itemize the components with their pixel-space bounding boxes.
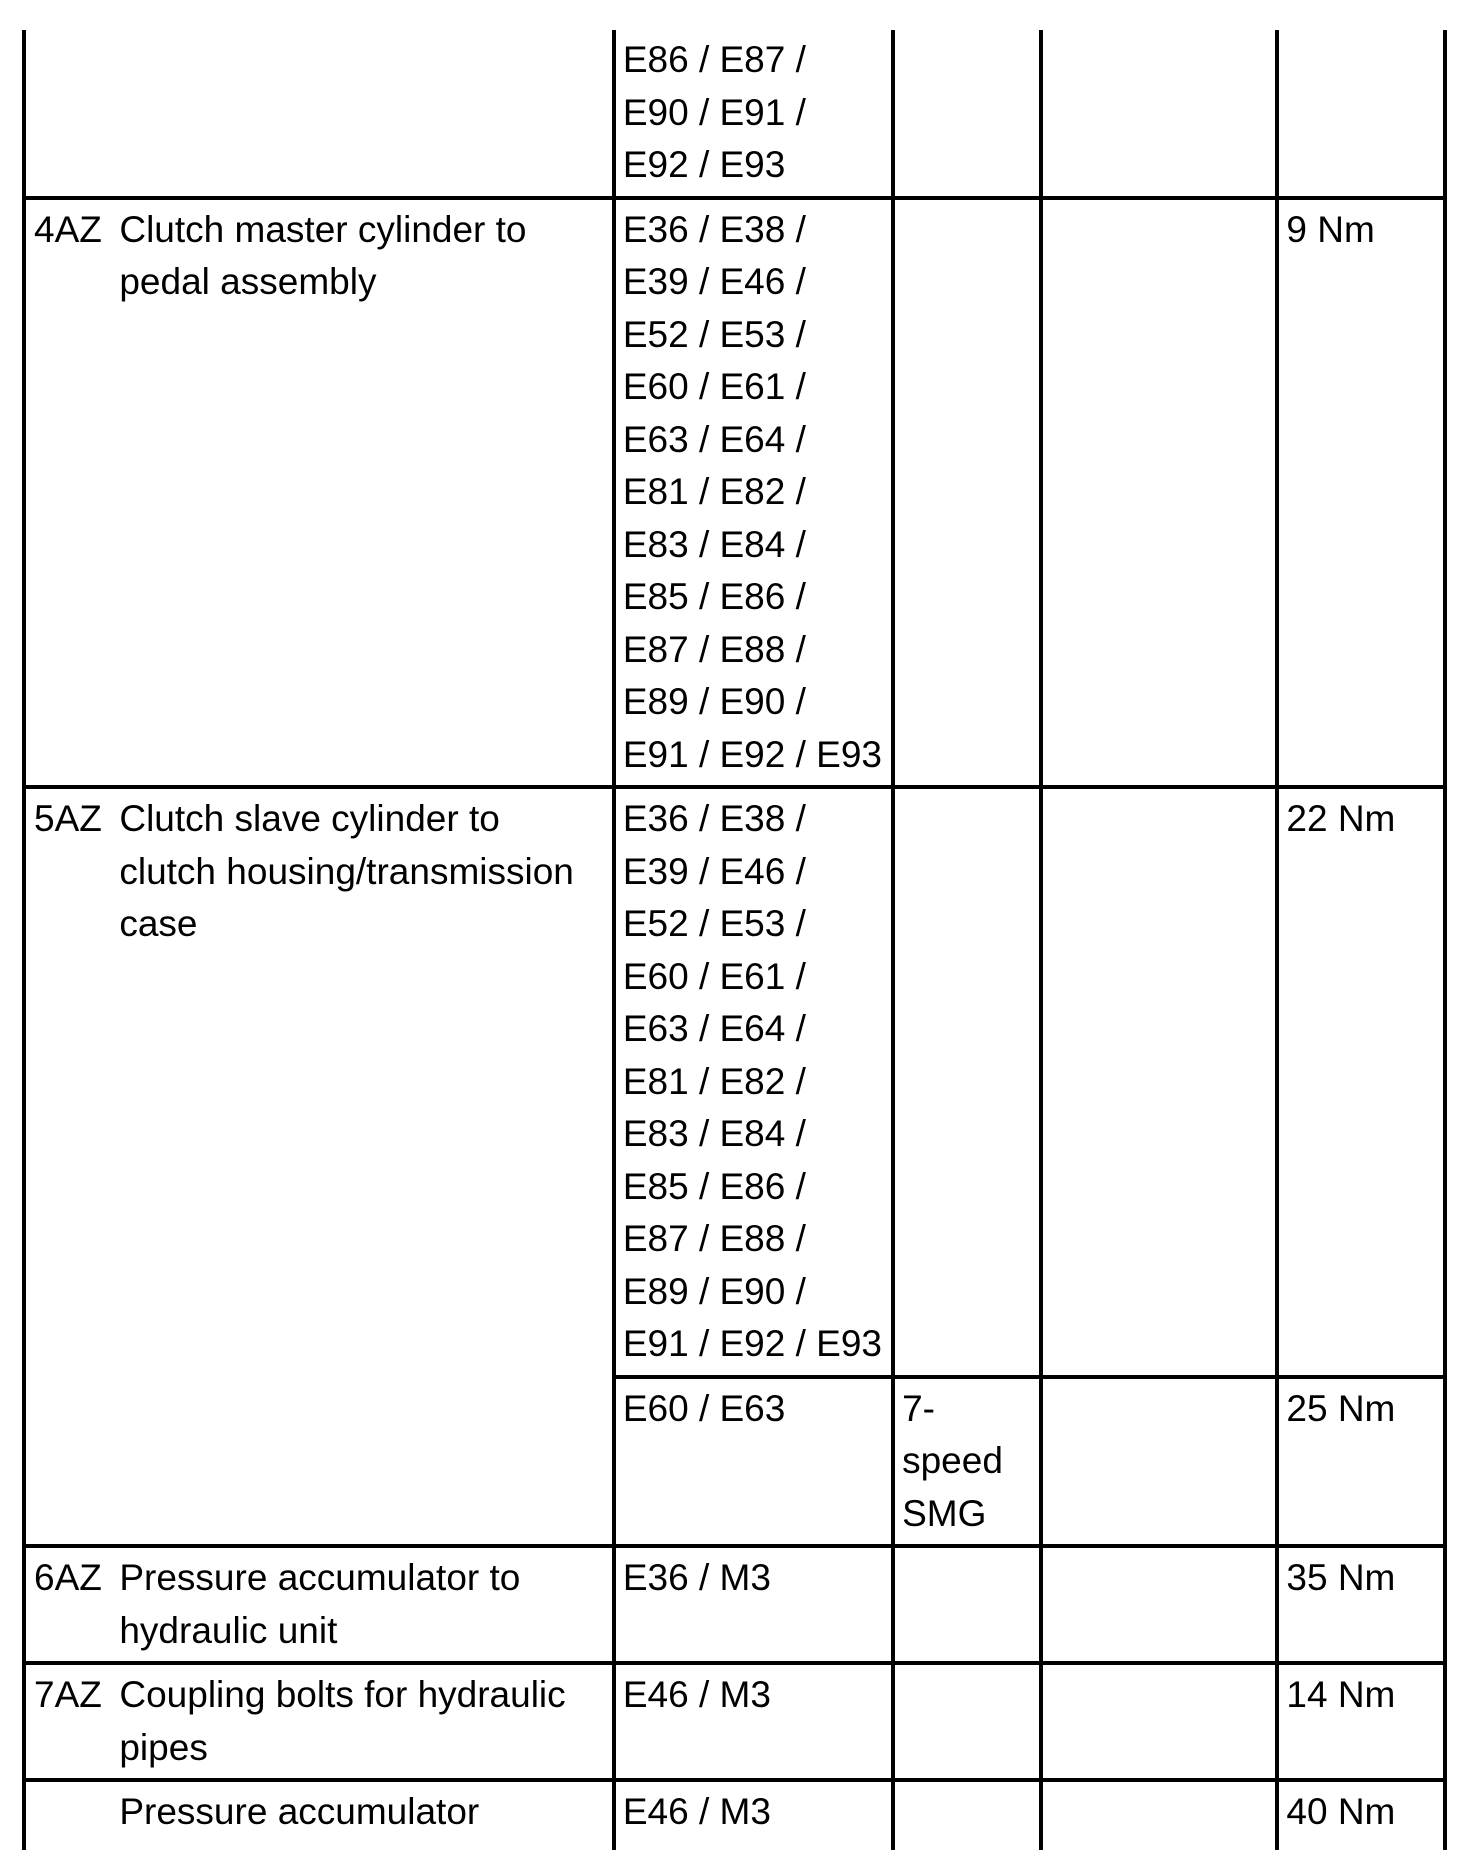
description-cell [113,30,613,198]
torque-cell: 14 Nm [1277,1663,1445,1780]
table-row [24,198,1445,788]
model-line: E81 / E82 / [622,1060,806,1102]
model-line: E83 / E84 / [622,1113,806,1154]
table-row [24,30,1445,198]
transmission-cell [893,198,1040,788]
description-cell: Pressure accumulator to hydraulic unit [113,1546,613,1663]
model-line: E87 / E88 / [622,1218,806,1259]
model-line: E60 / E63 [622,1387,786,1429]
model-line: E46 / M3 [622,1791,771,1832]
table-row [24,1780,1445,1850]
transmission-cell [893,1663,1040,1780]
model-line: E63 / E64 / [622,1008,806,1049]
table-row [24,1663,1445,1780]
model-line: E92 / E93 [622,144,786,185]
models-cell [614,30,893,198]
empty-cell [1041,1377,1278,1547]
torque-spec-table [22,30,1447,1850]
model-line: E46 / M3 [622,1674,771,1715]
torque-cell [1277,30,1445,198]
model-line: E60 / E61 / [622,955,806,997]
model-line: E91 / E92 / E93 [622,1323,883,1364]
transmission-cell [893,1780,1040,1850]
model-line: E63 / E64 / [622,418,806,460]
empty-cell [1041,1546,1278,1663]
table-row [24,787,1445,1377]
transmission-cell: 7- speed SMG [893,1377,1040,1547]
models-cell [614,787,893,1377]
model-line: E83 / E84 / [622,523,806,565]
empty-cell [1041,1780,1278,1850]
description-cell: Clutch master cylinder to pedal assembly [113,198,613,788]
model-line: E36 / M3 [622,1557,771,1598]
model-line: E39 / E46 / [622,261,806,302]
model-line: E91 / E92 / E93 [622,733,883,775]
transmission-cell [893,787,1040,1377]
models-cell [614,1663,893,1780]
models-cell [614,1780,893,1850]
item-code-cell [24,1780,113,1850]
model-line: E39 / E46 / [622,850,806,892]
empty-cell [1041,787,1278,1377]
item-code-cell: 4AZ [24,198,113,788]
models-cell [614,198,893,788]
torque-cell: 35 Nm [1277,1546,1445,1663]
description-cell: Pressure accumulator [113,1780,613,1850]
torque-cell: 40 Nm [1277,1780,1445,1850]
model-line: E87 / E88 / [622,628,806,670]
item-code-cell [24,30,113,198]
empty-cell [1041,30,1278,198]
model-line: E36 / E38 / [622,208,806,250]
model-line: E86 / E87 / [622,39,806,80]
transmission-cell [893,1546,1040,1663]
model-line: E52 / E53 / [622,903,806,944]
item-code-cell: 7AZ [24,1663,113,1780]
torque-cell: 9 Nm [1277,198,1445,788]
model-line: E36 / E38 / [622,798,806,839]
description-cell: Coupling bolts for hydraulic pipes [113,1663,613,1780]
empty-cell [1041,198,1278,788]
model-line: E89 / E90 / [622,681,806,722]
empty-cell [1041,1663,1278,1780]
transmission-cell [893,30,1040,198]
torque-cell: 22 Nm [1277,787,1445,1377]
table-row [24,1546,1445,1663]
models-cell [614,1546,893,1663]
description-cell: Clutch slave cylinder to clutch housing/transmission case [113,787,613,1546]
model-line: E81 / E82 / [622,471,806,512]
model-line: E90 / E91 / [622,91,806,133]
torque-cell: 25 Nm [1277,1377,1445,1547]
item-code-cell: 6AZ [24,1546,113,1663]
model-line: E89 / E90 / [622,1270,806,1312]
model-line: E85 / E86 / [622,1165,806,1207]
model-line: E85 / E86 / [622,576,806,617]
model-line: E60 / E61 / [622,366,806,407]
model-line: E52 / E53 / [622,313,806,355]
item-code-cell: 5AZ [24,787,113,1546]
models-cell [614,1377,893,1547]
